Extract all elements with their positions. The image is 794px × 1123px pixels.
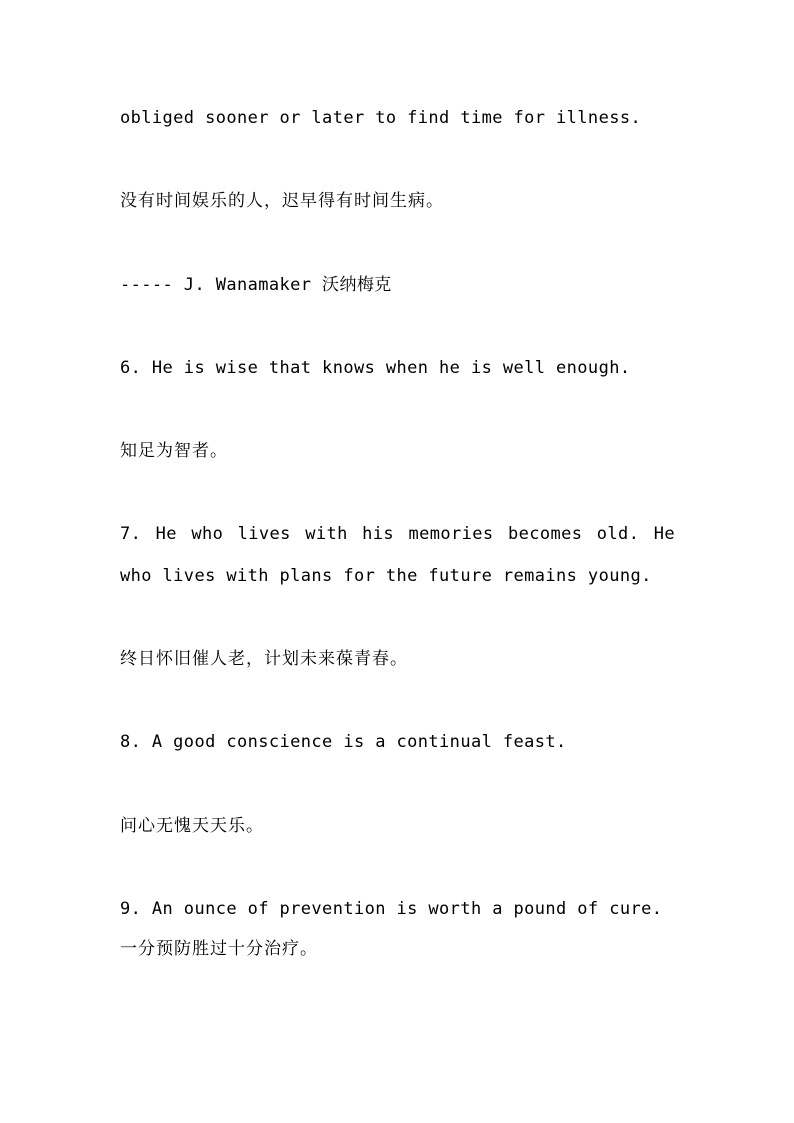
text-line-illness-en: obliged sooner or later to find time for illness.: [120, 108, 642, 128]
text-line-illness-zh: 没有时间娱乐的人，迟早得有时间生病。: [120, 191, 444, 211]
quote-7-en-line-1: 7. He who lives with his memories becomes old. He: [120, 524, 675, 544]
quote-7-en-line-2: who lives with plans for the future remains young.: [120, 566, 652, 586]
quote-6-zh: 知足为智者。: [120, 441, 228, 461]
quote-6-en: 6. He is wise that knows when he is well enough.: [120, 358, 631, 378]
quote-8-zh: 问心无愧天天乐。: [120, 816, 264, 836]
quote-9-en: 9. An ounce of prevention is worth a pound of cure.: [120, 899, 663, 919]
attribution-wanamaker: ----- J. Wanamaker 沃纳梅克: [120, 275, 392, 295]
quote-9-zh: 一分预防胜过十分治疗。: [120, 939, 318, 959]
quote-7-zh: 终日怀旧催人老，计划未来葆青春。: [120, 649, 408, 669]
quote-8-en: 8. A good conscience is a continual feast.: [120, 732, 567, 752]
